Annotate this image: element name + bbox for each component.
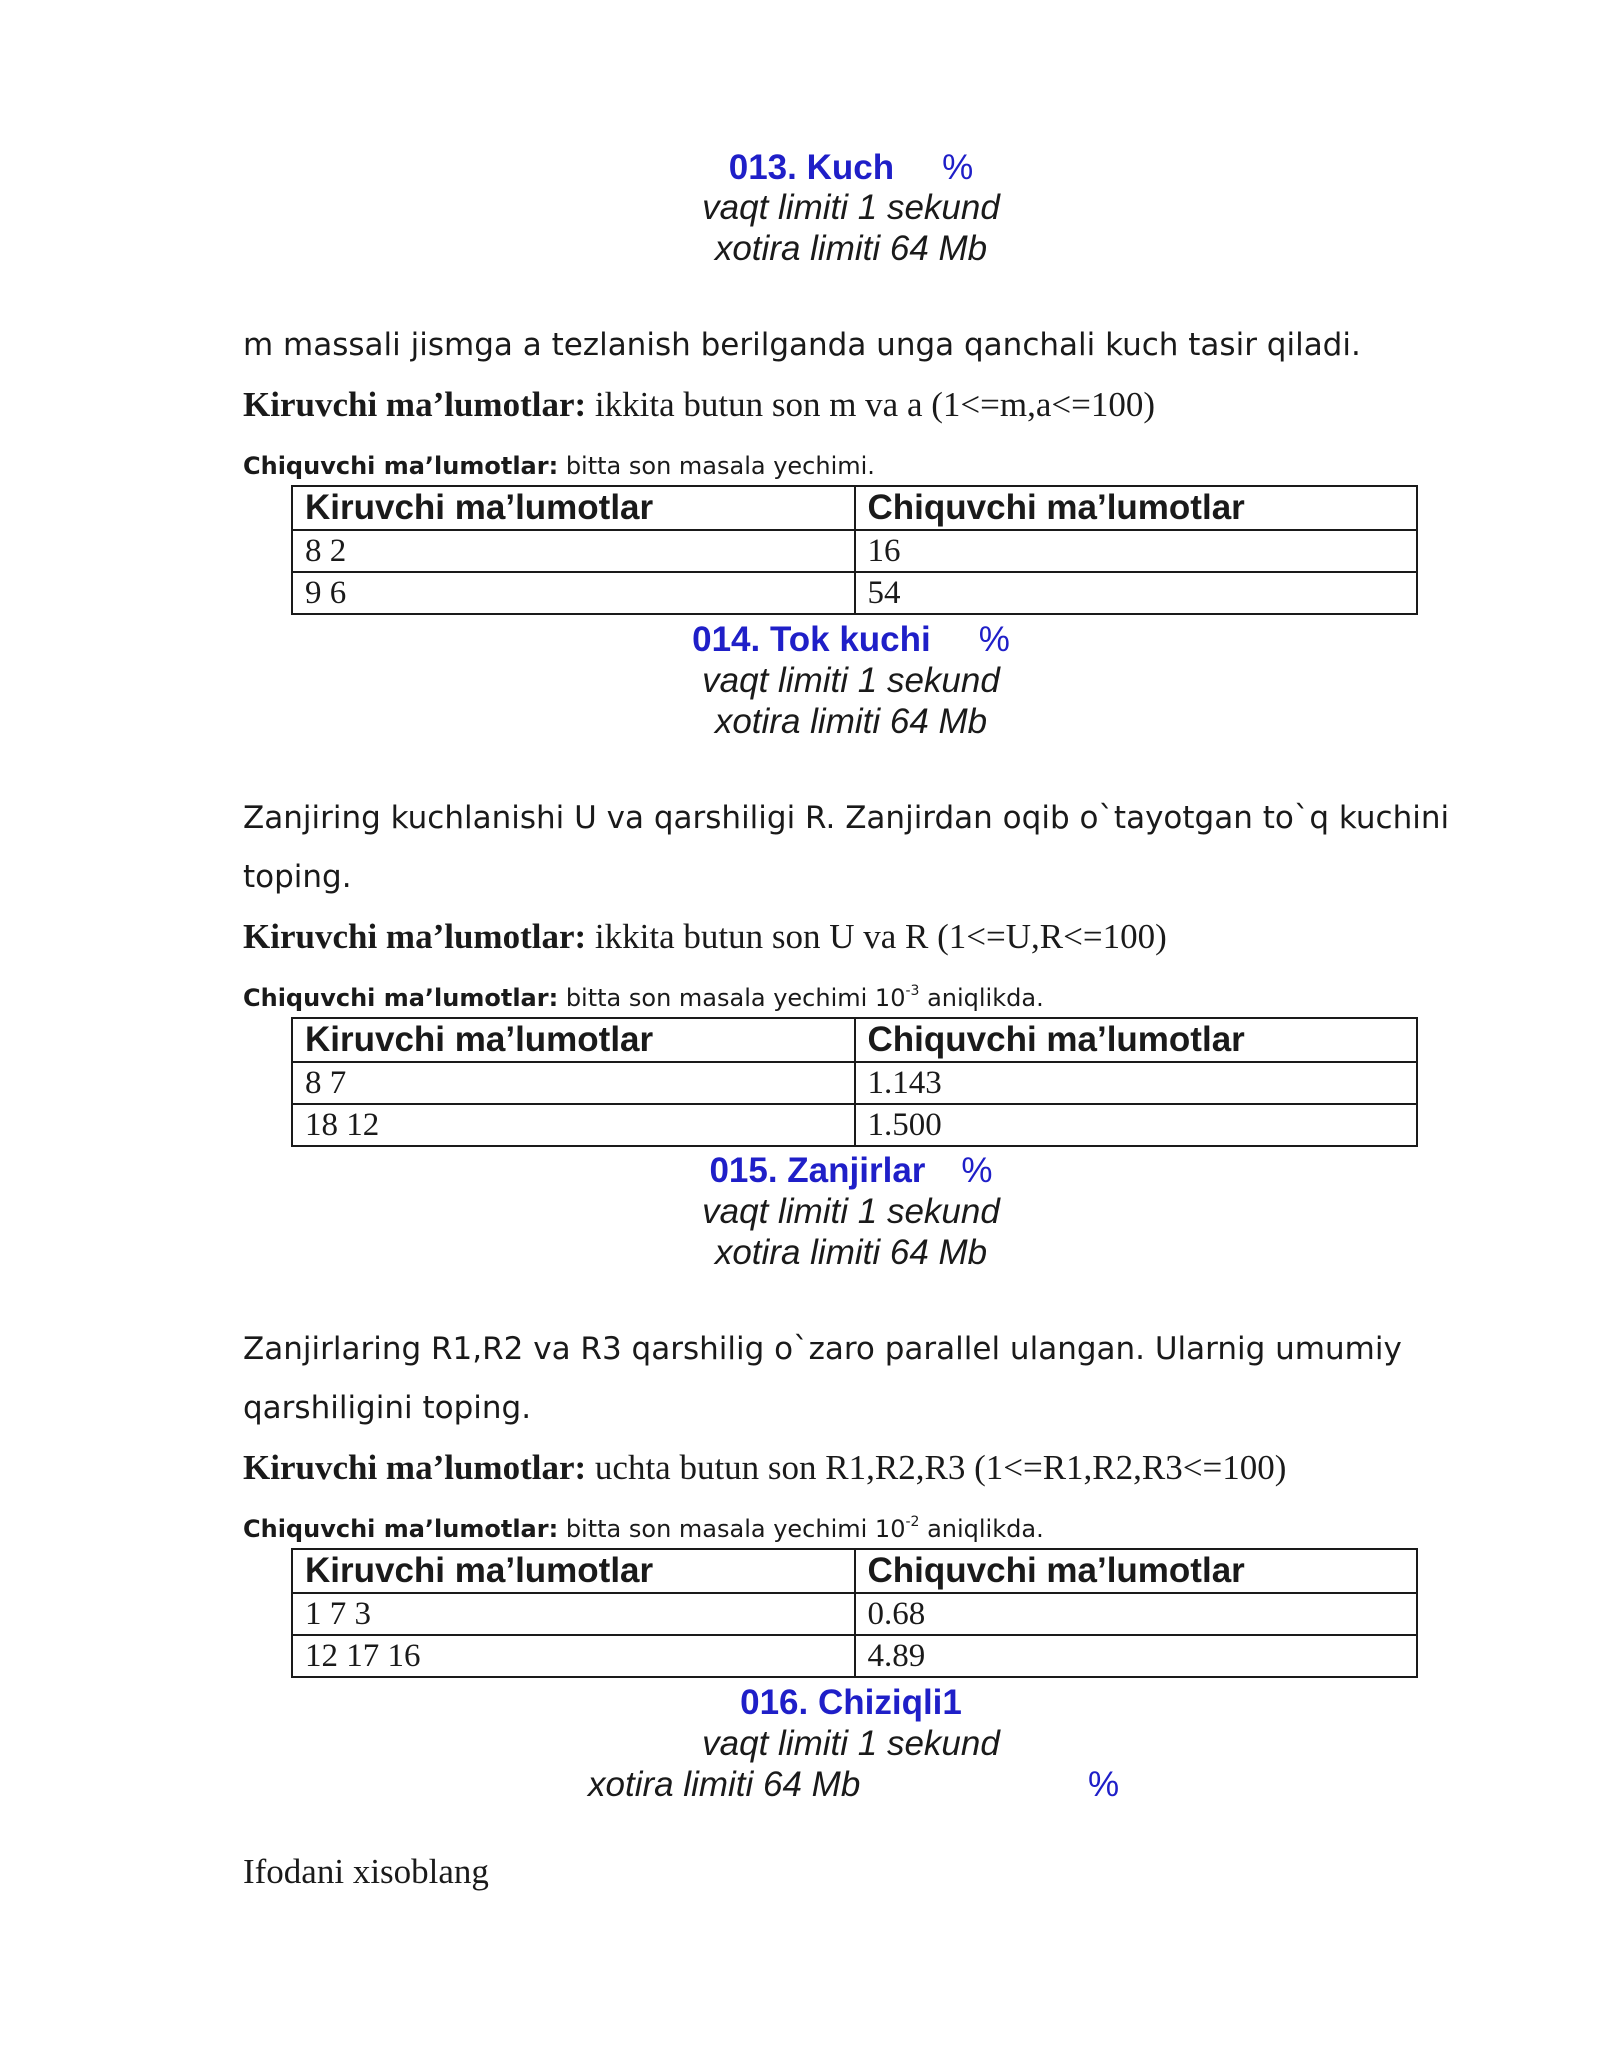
- problem-013-heading: [0, 148, 1600, 188]
- table-header-row: [292, 486, 1417, 530]
- input-spec: [243, 385, 1155, 425]
- output-label: Chiquvchi ma’lumotlar:: [243, 984, 559, 1012]
- input-cell: 18 12: [292, 1104, 855, 1146]
- time-limit: vaqt limiti 1 sekund: [702, 1192, 1000, 1231]
- output-label: Chiquvchi ma’lumotlar:: [243, 1515, 559, 1543]
- example-table: [291, 1017, 1418, 1147]
- input-cell: 8 2: [292, 530, 855, 572]
- memory-limit: xotira limiti 64 Mb: [714, 1233, 988, 1272]
- input-column-header: Kiruvchi ma’lumotlar: [292, 1549, 855, 1593]
- output-text-end: aniqlikda.: [919, 1515, 1044, 1543]
- output-spec: [243, 984, 1044, 1012]
- problem-statement: Zanjiring kuchlanishi U va qarshiligi R. Zanjirdan oqib o`tayotgan to`q kuchini: [243, 800, 1450, 836]
- input-text: uchta butun son R1,R2,R3 (1<=R1,R2,R3<=100): [586, 1448, 1287, 1487]
- problem-title: 014. Tok kuchi: [692, 620, 931, 659]
- problem-014-heading: [0, 620, 1600, 660]
- input-text: ikkita butun son m va a (1<=m,a<=100): [586, 385, 1156, 424]
- problem-statement-cont: toping.: [243, 859, 352, 895]
- output-column-header: Chiquvchi ma’lumotlar: [855, 1549, 1418, 1593]
- output-column-header: Chiquvchi ma’lumotlar: [855, 486, 1418, 530]
- memory-limit: xotira limiti 64 Mb: [714, 229, 988, 268]
- percent-mark: %: [961, 1151, 993, 1190]
- problem-statement: m massali jismga a tezlanish berilganda unga qanchali kuch tasir qiladi.: [243, 327, 1361, 363]
- input-label: Kiruvchi ma’lumotlar:: [243, 385, 587, 424]
- output-cell: 0.68: [855, 1593, 1418, 1635]
- table-row: [292, 572, 1417, 614]
- output-label: Chiquvchi ma’lumotlar:: [243, 452, 559, 480]
- percent-mark: %: [978, 620, 1010, 659]
- output-column-header: Chiquvchi ma’lumotlar: [855, 1018, 1418, 1062]
- precision-exponent: -2: [905, 1514, 920, 1530]
- table-row: [292, 1593, 1417, 1635]
- output-cell: 1.500: [855, 1104, 1418, 1146]
- memory-limit: xotira limiti 64 Mb: [588, 1765, 861, 1804]
- table-row: [292, 1062, 1417, 1104]
- memory-limit: xotira limiti 64 Mb: [714, 702, 988, 741]
- table-header-row: [292, 1549, 1417, 1593]
- input-column-header: Kiruvchi ma’lumotlar: [292, 1018, 855, 1062]
- input-column-header: Kiruvchi ma’lumotlar: [292, 486, 855, 530]
- problem-title: 016. Chiziqli1: [740, 1683, 962, 1722]
- input-cell: 12 17 16: [292, 1635, 855, 1677]
- time-limit: vaqt limiti 1 sekund: [702, 188, 1000, 227]
- problem-015-heading: [0, 1151, 1600, 1191]
- problem-016-heading: [0, 1683, 1600, 1723]
- precision-exponent: -3: [905, 983, 920, 999]
- problem-statement-cont: qarshiligini toping.: [243, 1390, 532, 1426]
- output-text-end: aniqlikda.: [919, 984, 1044, 1012]
- input-text: ikkita butun son U va R (1<=U,R<=100): [586, 917, 1167, 956]
- output-text: bitta son masala yechimi.: [558, 452, 875, 480]
- percent-mark: %: [1088, 1765, 1120, 1804]
- input-cell: 1 7 3: [292, 1593, 855, 1635]
- input-spec: [243, 917, 1167, 957]
- output-cell: 4.89: [855, 1635, 1418, 1677]
- table-row: [292, 1635, 1417, 1677]
- example-table: [291, 485, 1418, 615]
- output-text: bitta son masala yechimi 10: [558, 1515, 906, 1543]
- input-spec: [243, 1448, 1286, 1488]
- problem-statement: Ifodani xisoblang: [243, 1852, 489, 1891]
- output-spec: [243, 452, 875, 480]
- table-row: [292, 530, 1417, 572]
- example-table: [291, 1548, 1418, 1678]
- output-spec: [243, 1515, 1044, 1543]
- input-label: Kiruvchi ma’lumotlar:: [243, 1448, 587, 1487]
- problem-title: 013. Kuch: [728, 148, 895, 187]
- output-cell: 54: [855, 572, 1418, 614]
- output-text: bitta son masala yechimi 10: [558, 984, 906, 1012]
- input-cell: 9 6: [292, 572, 855, 614]
- percent-mark: %: [942, 148, 974, 187]
- output-cell: 16: [855, 530, 1418, 572]
- table-header-row: [292, 1018, 1417, 1062]
- problem-title: 015. Zanjirlar: [709, 1151, 926, 1190]
- input-label: Kiruvchi ma’lumotlar:: [243, 917, 587, 956]
- problem-statement: Zanjirlaring R1,R2 va R3 qarshilig o`zaro parallel ulangan. Ularnig umumiy: [243, 1331, 1402, 1367]
- output-cell: 1.143: [855, 1062, 1418, 1104]
- table-row: [292, 1104, 1417, 1146]
- time-limit: vaqt limiti 1 sekund: [702, 661, 1000, 700]
- input-cell: 8 7: [292, 1062, 855, 1104]
- time-limit: vaqt limiti 1 sekund: [702, 1724, 1000, 1763]
